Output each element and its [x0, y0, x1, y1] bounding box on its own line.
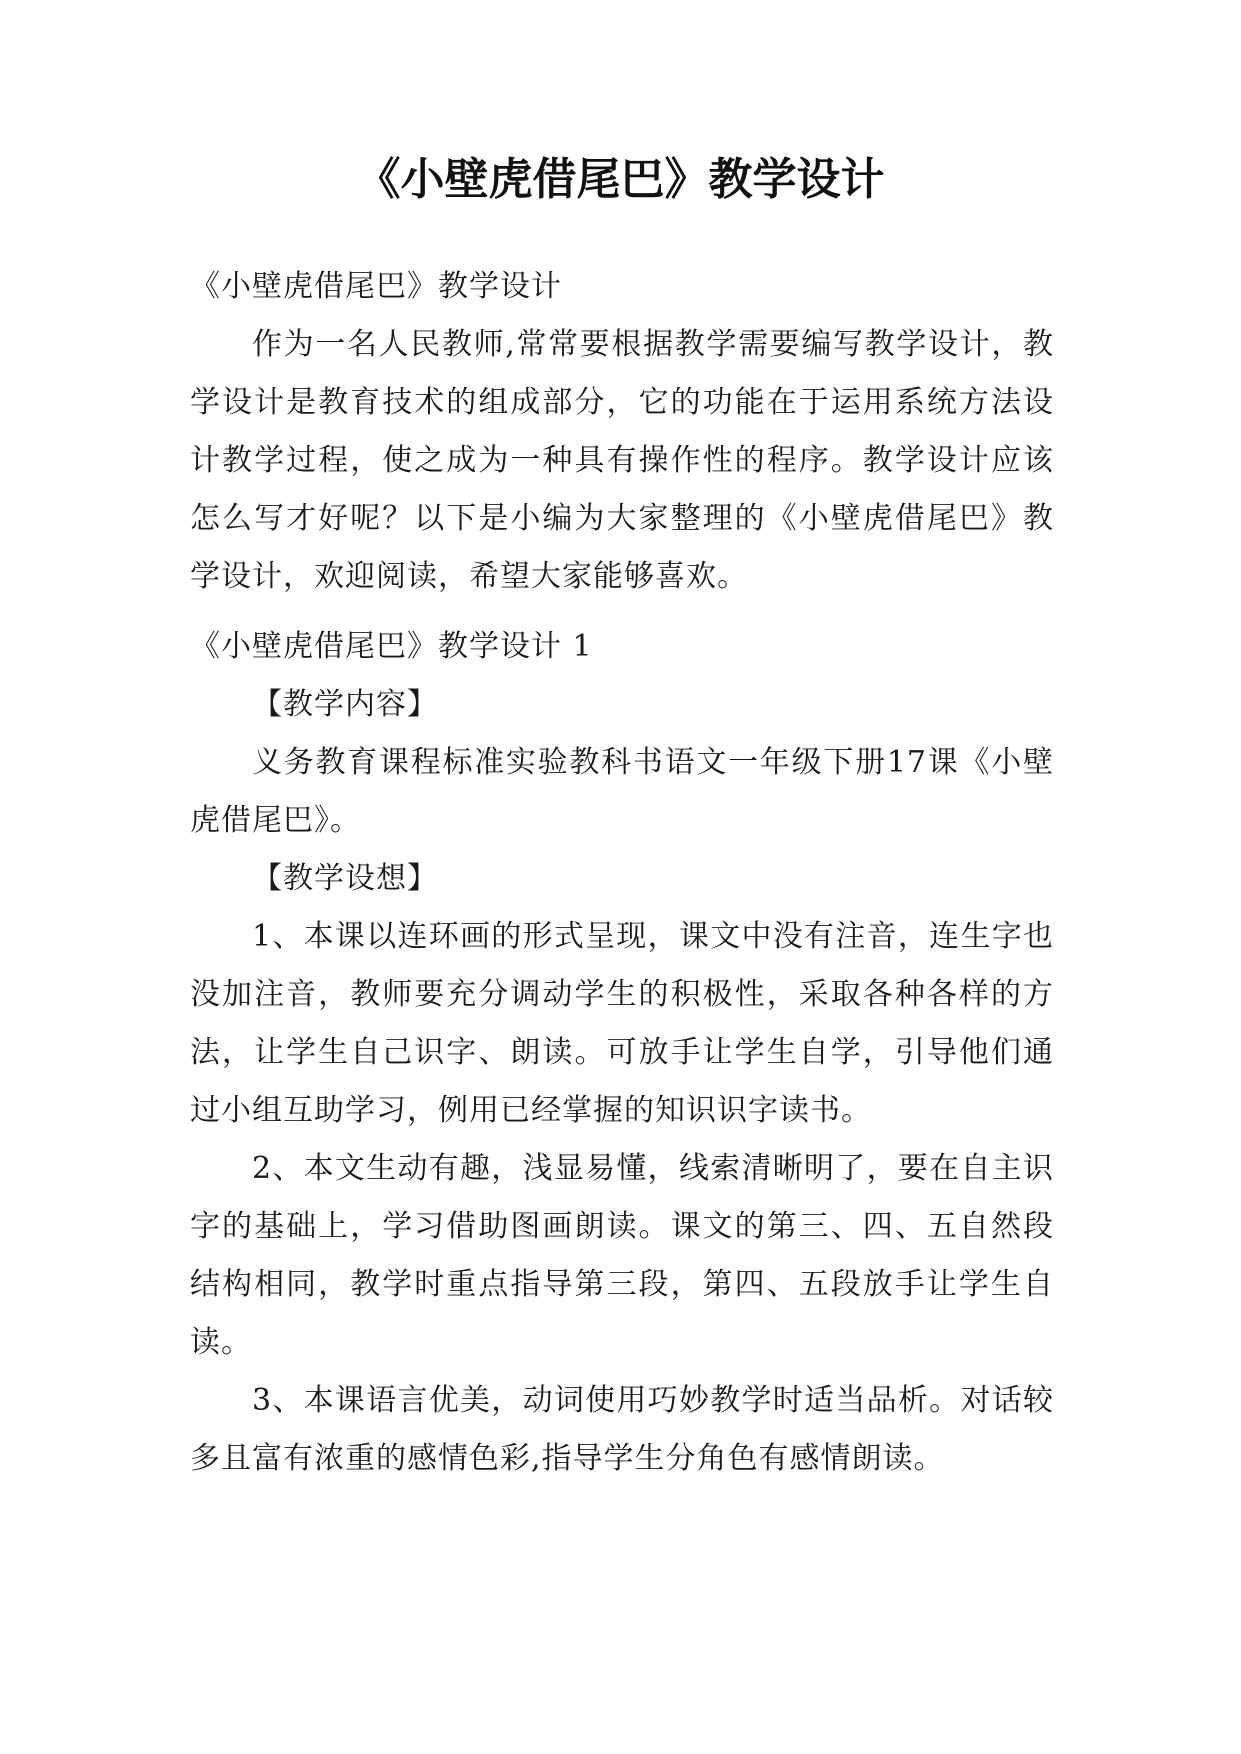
section-heading: 《小壁虎借尾巴》教学设计 1 [190, 629, 593, 664]
idea-item-2: 2、本文生动有趣，浅显易懂，线索清晰明了，要在自主识字的基础上，学习借助图画朗读。课文的第三、四、五自然段结构相同，教学时重点指导第三段，第四、五段放手让学生自读。 [190, 1151, 1054, 1360]
content-label: 【教学内容】 [252, 687, 438, 722]
content-paragraph: 义务教育课程标准实验教科书语文一年级下册17课《小壁虎借尾巴》。 [190, 745, 1054, 838]
idea-item-3: 3、本课语言优美，动词使用巧妙教学时适当品析。对话较多且富有浓重的感情色彩,指导学生分角色有感情朗读。 [190, 1383, 1054, 1476]
intro-heading: 《小壁虎借尾巴》教学设计 [190, 269, 562, 304]
idea-item-1: 1、本课以连环画的形式呈现，课文中没有注音，连生字也没加注音，教师要充分调动学生的积极性，采取各种各样的方法，让学生自己识字、朗读。可放手让学生自学，引导他们通过小组互助学习，例用已经掌握的知识识字读书。 [190, 919, 1054, 1128]
intro-paragraph: 作为一名人民教师,常常要根据教学需要编写教学设计，教学设计是教育技术的组成部分，它的功能在于运用系统方法设计教学过程，使之成为一种具有操作性的程序。教学设计应该怎么写才好呢？以下是小编为大家整理的《小壁虎借尾巴》教学设计，欢迎阅读，希望大家能够喜欢。 [190, 327, 1054, 594]
document-title: 《小壁虎借尾巴》教学设计 [356, 154, 885, 205]
idea-label: 【教学设想】 [252, 861, 438, 896]
